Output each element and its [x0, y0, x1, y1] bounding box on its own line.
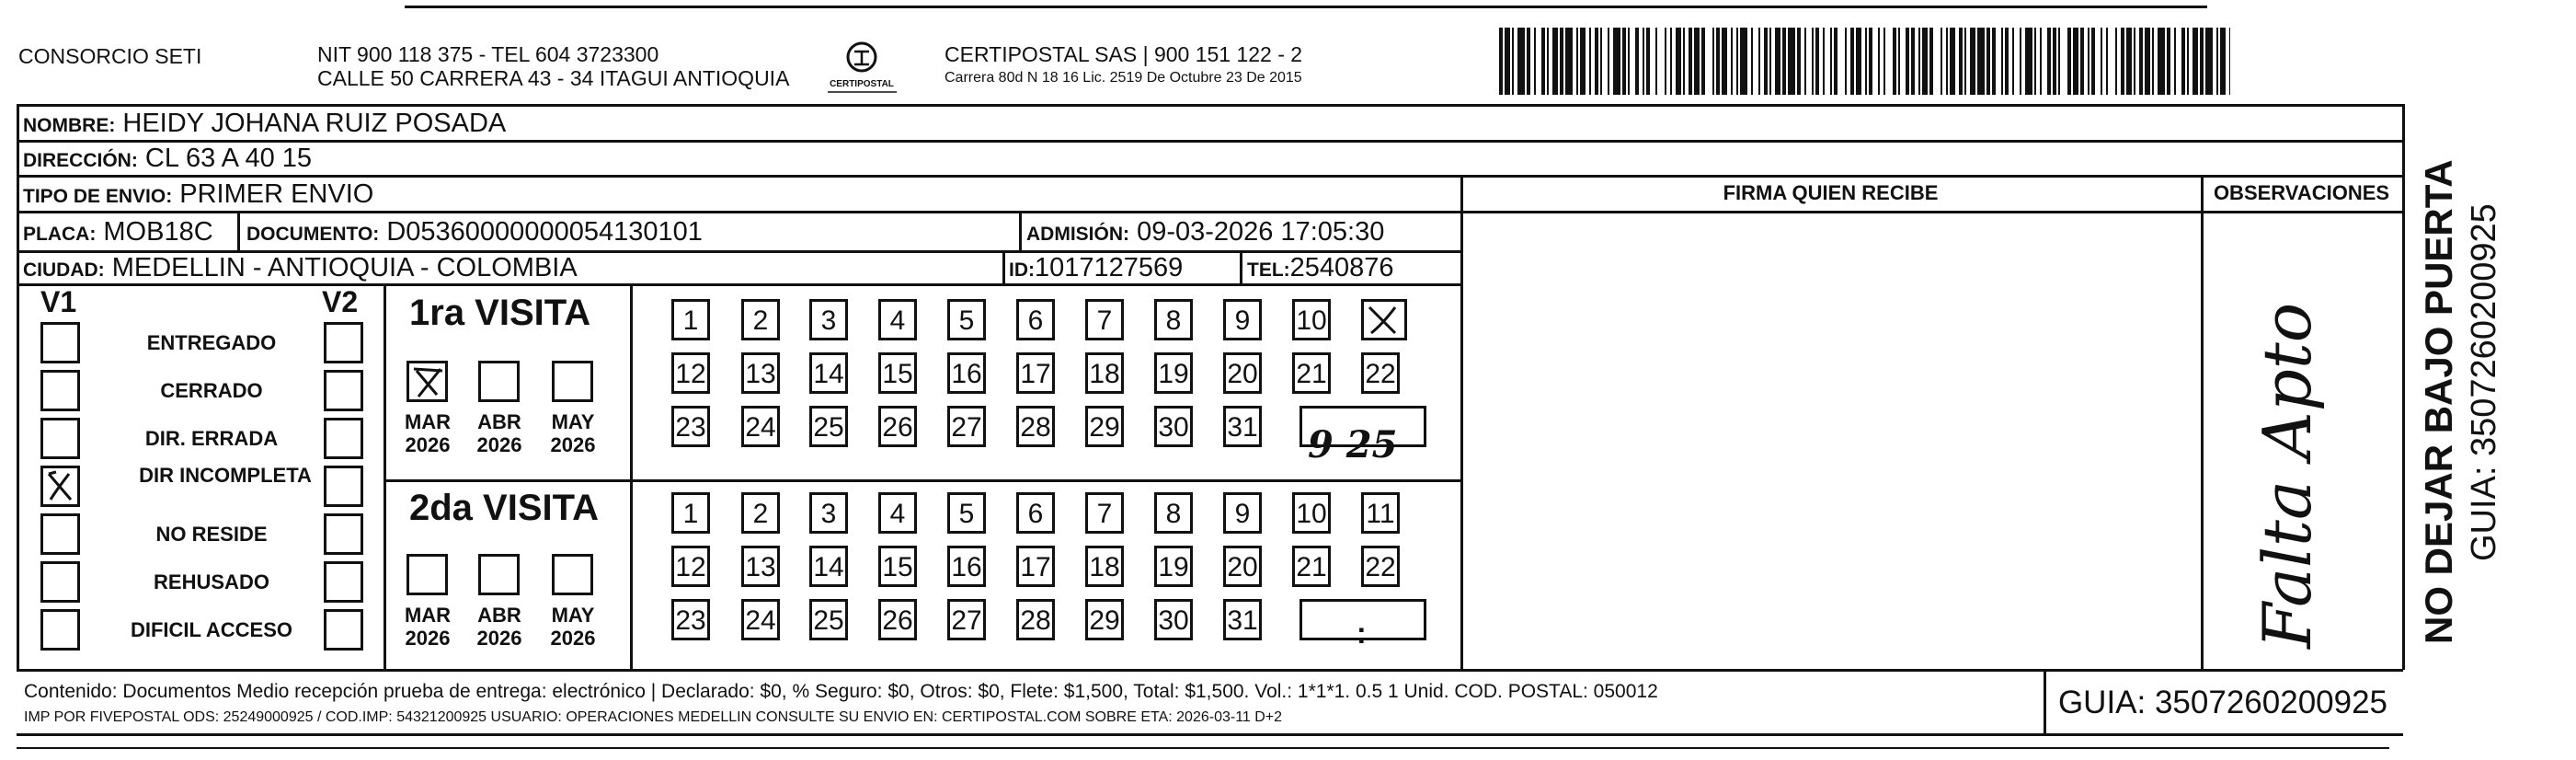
second-visit-day-2[interactable]: 2: [741, 492, 780, 534]
side-guia: GUIA: 3507260200925: [2465, 203, 2503, 561]
barcode-bar: [2220, 28, 2226, 95]
barcode-bar: [1911, 28, 1915, 95]
second-visit-day-30[interactable]: 30: [1154, 599, 1193, 640]
barcode-bar: [1986, 28, 1990, 95]
second-visit-day-19[interactable]: 19: [1154, 546, 1193, 587]
barcode-bar: [1959, 28, 1963, 95]
barcode-bar: [1576, 28, 1578, 95]
first-visit-day-2[interactable]: 2: [741, 299, 780, 340]
v1-checkbox-7[interactable]: [40, 609, 80, 651]
second-visit-day-9[interactable]: 9: [1223, 492, 1262, 534]
barcode-bar: [1505, 28, 1510, 95]
first-visit-day-23[interactable]: 23: [671, 406, 710, 447]
first-visit-day-3[interactable]: 3: [809, 299, 848, 340]
first-visit-month-label-abr: ABR 2026: [476, 410, 522, 456]
first-visit-day-15[interactable]: 15: [878, 352, 917, 394]
barcode-bar: [1499, 28, 1503, 95]
barcode-bar: [1736, 28, 1738, 95]
barcode-bar: [2012, 28, 2014, 95]
barcode-bar: [2121, 28, 2124, 95]
plate-value: MOB18C: [103, 217, 213, 247]
barcode-bar: [1845, 28, 1847, 95]
first-visit-month-box-mar[interactable]: [406, 361, 448, 402]
first-visit-day-29[interactable]: 29: [1085, 406, 1124, 447]
barcode-bar: [2053, 28, 2056, 95]
first-visit-day-31[interactable]: 31: [1223, 406, 1262, 447]
plate-field: PLACA: MOB18C: [23, 217, 213, 247]
status-label-4: DIR INCOMPLETA: [139, 464, 312, 487]
barcode-bar: [2126, 28, 2132, 95]
barcode-bar: [2174, 28, 2176, 95]
barcode-bar: [2101, 28, 2102, 95]
barcode-bar: [1613, 28, 1620, 95]
recipient-name: HEIDY JOHANA RUIZ POSADA: [122, 109, 507, 138]
city-value: MEDELLIN - ANTIOQUIA - COLOMBIA: [111, 253, 578, 282]
first-visit-day-22[interactable]: 22: [1361, 352, 1400, 394]
barcode-bar: [1964, 28, 1966, 95]
barcode-bar: [2152, 28, 2154, 95]
barcode-bar: [1560, 28, 1563, 95]
first-visit-day-25[interactable]: 25: [809, 406, 848, 447]
barcode-bar: [1804, 28, 1806, 95]
v2-checkbox-1[interactable]: [324, 322, 363, 363]
second-visit-day-25[interactable]: 25: [809, 599, 848, 640]
first-visit-day-24[interactable]: 24: [741, 406, 780, 447]
license-line: Carrera 80d N 18 16 Lic. 2519 De Octubre 23 De 2015: [945, 70, 1302, 86]
first-visit-title: 1ra VISITA: [409, 293, 591, 333]
barcode-bar: [1622, 28, 1626, 95]
second-visit-month-label-mar: MAR 2026: [404, 604, 452, 650]
barcode-bar: [1589, 28, 1591, 95]
first-visit-day-11[interactable]: [1361, 299, 1407, 340]
footer-imp: IMP POR FIVEPOSTAL ODS: 25249000925 / COD.IMP: 54321200925 USUARIO: OPERACIONES MEDELLIN CONSULTE SU ENVIO EN: CERTIPOSTAL.COM SOBRE ETA: 2026-03-11 D+2: [24, 709, 1283, 725]
status-label-2: CERRADO: [160, 379, 263, 402]
document-value: D05360000000054130101: [386, 217, 703, 247]
barcode-bar: [2158, 28, 2165, 95]
barcode-bar: [1541, 28, 1545, 95]
v2-checkbox-2[interactable]: [324, 370, 363, 411]
barcode-bar: [1628, 28, 1630, 95]
barcode: [1499, 28, 2230, 95]
v2-checkbox-4[interactable]: [324, 466, 363, 507]
v2-checkbox-3[interactable]: [324, 418, 363, 459]
carrier-line: CERTIPOSTAL SAS | 900 151 122 - 2: [945, 42, 1303, 66]
recipient-address: CL 63 A 40 15: [144, 144, 313, 173]
barcode-bar: [1517, 28, 1525, 95]
first-visit-day-27[interactable]: 27: [947, 406, 986, 447]
second-visit-month-label-abr: ABR 2026: [476, 604, 522, 650]
barcode-bar: [2192, 28, 2198, 95]
barcode-bar: [1701, 28, 1705, 95]
first-visit-day-5[interactable]: 5: [947, 299, 986, 340]
v1-checkbox-5[interactable]: [40, 513, 80, 555]
second-visit-month-box-may[interactable]: [552, 554, 593, 595]
second-visit-month-box-mar[interactable]: [406, 554, 448, 595]
v2-checkbox-6[interactable]: [324, 561, 363, 603]
barcode-bar: [2080, 28, 2084, 95]
barcode-bar: [1834, 28, 1838, 95]
first-visit-handwritten-time: 9 25: [1308, 423, 1398, 466]
barcode-bar: [1941, 28, 1942, 95]
barcode-bar: [1878, 28, 1880, 95]
barcode-bar: [2005, 28, 2009, 95]
visit-days-divider: [630, 283, 633, 669]
second-visit-day-28[interactable]: 28: [1016, 599, 1055, 640]
first-visit-day-16[interactable]: 16: [947, 352, 986, 394]
first-visit-day-21[interactable]: 21: [1292, 352, 1331, 394]
first-visit-day-26[interactable]: 26: [878, 406, 917, 447]
second-visit-day-23[interactable]: 23: [671, 599, 710, 640]
barcode-bar: [1788, 28, 1795, 95]
barcode-bar: [1712, 28, 1714, 95]
first-visit-month-box-abr[interactable]: [478, 361, 520, 402]
barcode-bar: [1547, 28, 1549, 95]
first-visit-day-20[interactable]: 20: [1223, 352, 1262, 394]
barcode-bar: [2001, 28, 2003, 95]
barcode-bar: [1676, 28, 1681, 95]
company-name: CONSORCIO SETI: [18, 44, 202, 68]
second-visit-time-sep: :: [1357, 616, 1367, 650]
barcode-bar: [2025, 28, 2032, 95]
barcode-bar: [1764, 28, 1768, 95]
barcode-bar: [2040, 28, 2042, 95]
second-visit-day-14[interactable]: 14: [809, 546, 848, 587]
second-visit-day-24[interactable]: 24: [741, 599, 780, 640]
second-visit-day-6[interactable]: 6: [1016, 492, 1055, 534]
barcode-bar: [1865, 28, 1867, 95]
barcode-bar: [2216, 28, 2218, 95]
admission-field: ADMISIÓN: 09-03-2026 17:05:30: [1026, 217, 1385, 247]
second-visit-day-11[interactable]: 11: [1361, 492, 1400, 534]
barcode-bar: [2073, 28, 2078, 95]
barcode-bar: [1595, 28, 1598, 95]
barcode-bar: [2139, 28, 2143, 95]
barcode-bar: [1600, 28, 1602, 95]
barcode-bar: [1977, 28, 1985, 95]
first-visit-day-9[interactable]: 9: [1223, 299, 1262, 340]
row-rule-2: [17, 175, 2403, 178]
id-value: 1017127569: [1035, 253, 1184, 282]
first-visit-day-30[interactable]: 30: [1154, 406, 1193, 447]
barcode-bar: [1665, 28, 1666, 95]
first-visit-day-17[interactable]: 17: [1016, 352, 1055, 394]
barcode-bar: [2145, 28, 2150, 95]
first-visit-day-19[interactable]: 19: [1154, 352, 1193, 394]
barcode-bar: [1946, 28, 1948, 95]
first-visit-day-13[interactable]: 13: [741, 352, 780, 394]
first-visit-day-8[interactable]: 8: [1154, 299, 1193, 340]
visit-split-rule: [384, 479, 1460, 482]
city-field: CIUDAD: MEDELLIN - ANTIOQUIA - COLOMBIA: [23, 253, 578, 282]
barcode-bar: [1722, 28, 1727, 95]
second-visit-day-15[interactable]: 15: [878, 546, 917, 587]
barcode-bar: [1608, 28, 1609, 95]
frame-top: [17, 104, 2403, 107]
barcode-bar: [1850, 28, 1854, 95]
barcode-bar: [1812, 28, 1814, 95]
barcode-bar: [1635, 28, 1639, 95]
barcode-bar: [2067, 28, 2071, 95]
document-field: DOCUMENTO: D05360000000054130101: [246, 217, 703, 247]
barcode-bar: [2047, 28, 2051, 95]
address-line: CALLE 50 CARRERA 43 - 34 ITAGUI ANTIOQUIA: [317, 66, 790, 90]
first-visit-month-box-may[interactable]: [552, 361, 593, 402]
second-visit-month-box-abr[interactable]: [478, 554, 520, 595]
shipment-type: PRIMER ENVIO: [179, 179, 374, 209]
status-label-3: DIR. ERRADA: [144, 427, 279, 450]
observations-handwritten: Falta Apto: [2249, 302, 2326, 649]
barcode-bar: [1534, 28, 1536, 95]
frame-bottom: [17, 733, 2403, 736]
barcode-bar: [1782, 28, 1786, 95]
first-visit-day-14[interactable]: 14: [809, 352, 848, 394]
barcode-bar: [1689, 28, 1692, 95]
barcode-bar: [2091, 28, 2095, 95]
second-visit-day-29[interactable]: 29: [1085, 599, 1124, 640]
second-visit-day-13[interactable]: 13: [741, 546, 780, 587]
barcode-bar: [2181, 28, 2185, 95]
second-visit-day-1[interactable]: 1: [671, 492, 710, 534]
barcode-bar: [1823, 28, 1825, 95]
id-field: ID:1017127569: [1009, 253, 1184, 282]
first-visit-day-10[interactable]: 10: [1292, 299, 1331, 340]
second-visit-day-8[interactable]: 8: [1154, 492, 1193, 534]
v1-checkbox-1[interactable]: [40, 322, 80, 363]
barcode-bar: [1883, 28, 1885, 95]
barcode-bar: [1731, 28, 1733, 95]
barcode-bar: [1646, 28, 1650, 95]
second-visit-day-22[interactable]: 22: [1361, 546, 1400, 587]
barcode-bar: [1898, 28, 1900, 95]
frame-left: [17, 104, 19, 670]
barcode-bar: [1716, 28, 1720, 95]
v2-checkbox-7[interactable]: [324, 609, 363, 651]
footer-guia: GUIA: 3507260200925: [2057, 685, 2388, 720]
barcode-bar: [1512, 28, 1514, 95]
signature-header: FIRMA QUIEN RECIBE: [1723, 181, 1939, 204]
barcode-bar: [1815, 28, 1819, 95]
barcode-bar: [1580, 28, 1586, 95]
second-visit-day-3[interactable]: 3: [809, 492, 848, 534]
barcode-bar: [1929, 28, 1933, 95]
v1-header: V1: [40, 285, 77, 318]
admission-value: 09-03-2026 17:05:30: [1137, 217, 1385, 247]
footer-content: Contenido: Documentos Medio recepción prueba de entrega: electrónico | Declarado: $0, % Seguro: $0, Otros: $0, Flete: $1,500, Total: $1,500. Vol.: 1*1*1. 0.5 1 Unid. COD. POSTAL: 050012: [24, 681, 1658, 702]
second-visit-day-27[interactable]: 27: [947, 599, 986, 640]
barcode-bar: [1758, 28, 1760, 95]
first-visit-month-label-mar: MAR 2026: [404, 410, 452, 456]
second-visit-day-12[interactable]: 12: [671, 546, 710, 587]
barcode-bar: [1797, 28, 1801, 95]
top-rule: [405, 6, 2207, 8]
barcode-bar: [2205, 28, 2213, 95]
barcode-bar: [1769, 28, 1771, 95]
barcode-bar: [1830, 28, 1832, 95]
barcode-bar: [1751, 28, 1753, 95]
status-label-6: REHUSADO: [154, 570, 269, 593]
barcode-bar: [2134, 28, 2135, 95]
second-visit-day-18[interactable]: 18: [1085, 546, 1124, 587]
tel-divider: [1240, 250, 1242, 283]
address-field: DIRECCIÓN: CL 63 A 40 15: [23, 144, 313, 173]
first-visit-day-4[interactable]: 4: [878, 299, 917, 340]
barcode-bar: [1740, 28, 1747, 95]
barcode-bar: [1856, 28, 1861, 95]
first-visit-month-label-may: MAY 2026: [550, 410, 596, 456]
barcode-bar: [1950, 28, 1955, 95]
type-field: TIPO DE ENVIO: PRIMER ENVIO: [23, 179, 374, 209]
barcode-bar: [1694, 28, 1700, 95]
first-visit-day-18[interactable]: 18: [1085, 352, 1124, 394]
barcode-bar: [2167, 28, 2170, 95]
second-visit-day-21[interactable]: 21: [1292, 546, 1331, 587]
second-visit-day-17[interactable]: 17: [1016, 546, 1055, 587]
barcode-bar: [1922, 28, 1928, 95]
admission-divider: [1019, 211, 1022, 250]
barcode-bar: [1565, 28, 1573, 95]
plate-divider: [237, 211, 240, 250]
barcode-bar: [2058, 28, 2060, 95]
barcode-bar: [1893, 28, 1896, 95]
name-field: NOMBRE: HEIDY JOHANA RUIZ POSADA: [23, 109, 507, 138]
tel-field: TEL:2540876: [1247, 253, 1394, 282]
v1-checkbox-2[interactable]: [40, 370, 80, 411]
second-visit-day-10[interactable]: 10: [1292, 492, 1331, 534]
observations-header: OBSERVACIONES: [2213, 181, 2390, 204]
barcode-bar: [1670, 28, 1672, 95]
barcode-bar: [2088, 28, 2089, 95]
barcode-bar: [1869, 28, 1872, 95]
barcode-bar: [1527, 28, 1530, 95]
second-visit-day-20[interactable]: 20: [1223, 546, 1262, 587]
v1-checkbox-3[interactable]: [40, 418, 80, 459]
id-divider: [1002, 250, 1005, 283]
second-visit-day-5[interactable]: 5: [947, 492, 986, 534]
status-visit-divider: [384, 283, 386, 669]
barcode-bar: [2106, 28, 2108, 95]
side-warning: NO DEJAR BAJO PUERTA: [2417, 159, 2460, 644]
second-visit-title: 2da VISITA: [409, 488, 599, 528]
signature-area-rule: [1460, 211, 2402, 213]
v1-checkbox-6[interactable]: [40, 561, 80, 603]
barcode-bar: [1970, 28, 1975, 95]
second-visit-day-31[interactable]: 31: [1223, 599, 1262, 640]
certipostal-logo: [823, 40, 901, 96]
svg-text:CERTIPOSTAL: CERTIPOSTAL: [830, 79, 894, 89]
v1-checkbox-4[interactable]: [40, 466, 80, 507]
status-label-1: ENTREGADO: [146, 331, 277, 354]
second-visit-day-4[interactable]: 4: [878, 492, 917, 534]
barcode-bar: [2020, 28, 2021, 95]
barcode-bar: [2115, 28, 2117, 95]
barcode-bar: [1775, 28, 1780, 95]
barcode-bar: [1643, 28, 1644, 95]
barcode-bar: [1552, 28, 1558, 95]
v2-header: V2: [322, 285, 359, 318]
barcode-bar: [1906, 28, 1909, 95]
signature-col-left: [1460, 175, 1463, 669]
barcode-bar: [1683, 28, 1685, 95]
status-label-5: NO RESIDE: [155, 523, 268, 546]
first-visit-day-1[interactable]: 1: [671, 299, 710, 340]
second-visit-day-7[interactable]: 7: [1085, 492, 1124, 534]
second-visit-day-26[interactable]: 26: [878, 599, 917, 640]
second-visit-day-16[interactable]: 16: [947, 546, 986, 587]
barcode-bar: [2229, 28, 2230, 95]
nit-line: NIT 900 118 375 - TEL 604 3723300: [317, 42, 659, 66]
bottom-rule: [17, 747, 2389, 749]
barcode-bar: [2034, 28, 2036, 95]
second-visit-month-label-may: MAY 2026: [550, 604, 596, 650]
first-visit-day-6[interactable]: 6: [1016, 299, 1055, 340]
observations-col-left: [2201, 175, 2204, 669]
first-visit-day-28[interactable]: 28: [1016, 406, 1055, 447]
barcode-bar: [1918, 28, 1920, 95]
barcode-bar: [1992, 28, 1996, 95]
first-visit-day-12[interactable]: 12: [671, 352, 710, 394]
barcode-bar: [2187, 28, 2189, 95]
first-visit-day-7[interactable]: 7: [1085, 299, 1124, 340]
barcode-bar: [2200, 28, 2204, 95]
status-label-7: DIFICIL ACCESO: [130, 618, 292, 641]
barcode-bar: [1655, 28, 1657, 95]
tel-value: 2540876: [1289, 253, 1394, 282]
frame-right: [2402, 104, 2405, 670]
v2-checkbox-5[interactable]: [324, 513, 363, 555]
